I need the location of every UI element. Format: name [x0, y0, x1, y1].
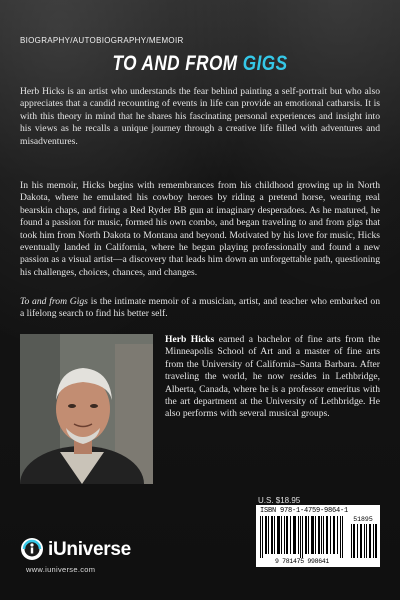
publisher-name: iUniverse	[48, 539, 131, 560]
description-paragraph-2: In his memoir, Hicks begins with remembrances from his childhood growing up in North Dakota, where he emulated his cowboy heroes by riding a pretend horse, wearing real bearskin chaps, and firing a Red Ryder BB gun at imaginary desperadoes. As he matured, he found a passion for music, formed his own combo, and began traveling to and from gigs that took him from North Dakota to Montana and beyond. Motivated by his love for music, Hicks eventually landed in California, where he began playing professionally and found a new passion as a visual artist—a discovery that leads him down an unforgettable path, questioning his challenges, choices, chances, and changes.	[20, 180, 380, 278]
book-title	[36, 52, 364, 76]
book-title-italic: To and from Gigs	[20, 296, 88, 307]
publisher-url: www.iuniverse.com	[26, 565, 96, 574]
author-bio-text: earned a bachelor of fine arts from the Minneapolis School of Art and a master of fine arts from the University of California–Santa Barbara. After traveling the world, he now resides in Lethbridge, Alberta, Canada, where he is a professor emeritus with the art department at the University of Lethbridge. He also performs with several musical groups.	[165, 334, 380, 420]
author-photo	[20, 334, 153, 484]
isbn-label: ISBN 978-1-4759-9864-1	[260, 507, 349, 515]
iuniverse-logo-icon	[20, 537, 44, 561]
title-part-2: GIGS	[242, 52, 288, 75]
price-label: U.S. $18.95	[258, 496, 301, 505]
category-label: BIOGRAPHY/AUTOBIOGRAPHY/MEMOIR	[20, 36, 184, 45]
publisher-logo	[20, 535, 160, 575]
description-paragraph-1: Herb Hicks is an artist who understands the fear behind painting a self-portrait but who also appreciates that a candid recounting of events in life can provide an emotional catharsis. It is with this theory in mind that he shares his fascinating personal experiences and insight into his views as he recalls a unique journey through a creative life filled with adventures and misadventures.	[20, 86, 380, 147]
barcode	[256, 505, 380, 567]
author-portrait-image	[20, 334, 153, 484]
author-name: Herb Hicks	[165, 334, 215, 345]
paragraph-3-text: is the intimate memoir of a musician, artist, and teacher who embarked on a lifelong search to find his better self.	[20, 296, 380, 320]
barcode-addon: 51895	[353, 516, 373, 523]
description-paragraph-3	[20, 296, 380, 321]
author-bio	[165, 334, 380, 421]
title-part-1: TO AND FROM	[112, 52, 238, 75]
barcode-digits: 9 781475 998641	[274, 558, 329, 565]
